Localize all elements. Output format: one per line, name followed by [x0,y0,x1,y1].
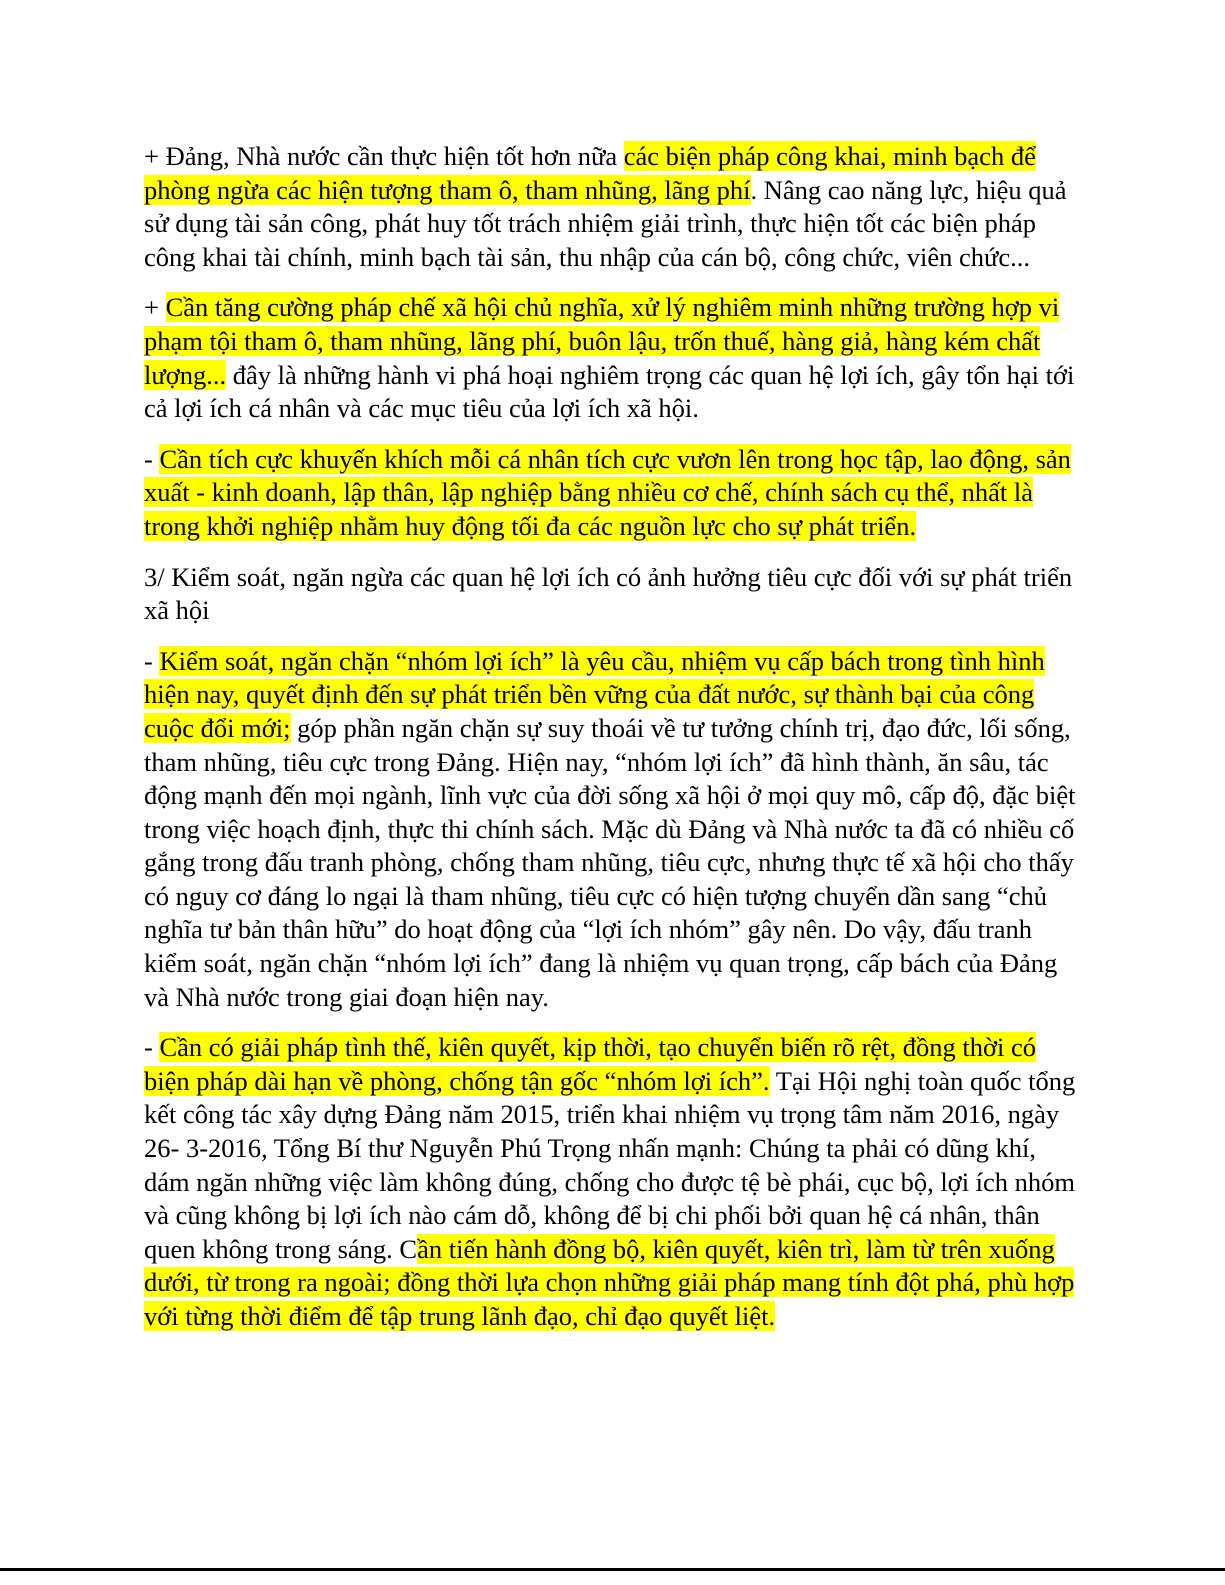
highlighted-segment: các biện pháp công khai, minh bạch để phòng ngừa các hiện tượng tham ô, tham nhũng, lãng phí [144,141,1036,205]
text-segment: - [144,1032,160,1063]
text-segment: góp phần ngăn chặn sự suy thoái về tư tưởng chính trị, đạo đức, lối sống, tham nhũng, tiêu cực trong Đảng. Hiện nay, “nhóm lợi ích” đã hình thành, ăn sâu, tác động mạnh đến mọi ngành, lĩnh vực của đời sống xã hội ở mọi quy mô, cấp độ, đặc biệt trong việc hoạch định, thực thi chính sách. Mặc dù Đảng và Nhà nước ta đã có nhiều cố gắng trong đấu tranh phòng, chống tham nhũng, tiêu cực, nhưng thực tế xã hội cho thấy có nguy cơ đáng lo ngại là tham nhũng, tiêu cực có hiện tượng chuyển dần sang “chủ nghĩa tư bản thân hữu” do hoạt động của “lợi ích nhóm” gây nên. Do vậy, đấu tranh kiểm soát, ngăn chặn “nhóm lợi ích” đang là nhiệm vụ quan trọng, cấp bách của Đảng và Nhà nước trong giai đoạn hiện nay. [144,712,1076,1012]
text-segment: - [144,645,160,676]
highlighted-segment: Cần tích cực khuyến khích mỗi cá nhân tích cực vươn lên trong học tập, lao động, sản xuất - kinh doanh, lập thân, lập nghiệp bằng nhiều cơ chế, chính sách cụ thể, nhất là trong khởi nghiệp nhằm huy động tối đa các nguồn lực cho sự phát triển. [144,443,1071,541]
page-bottom-border [0,1568,1225,1571]
text-segment: 3/ Kiểm soát, ngăn ngừa các quan hệ lợi ích có ảnh hưởng tiêu cực đối với sự phát triển xã hội [144,561,1073,626]
text-segment: + Đảng, Nhà nước cần thực hiện tốt hơn nữa [144,141,624,171]
section-heading [144,561,1084,628]
text-segment: . Nâng cao năng lực, hiệu quả sử dụng tài sản công, phát huy tốt trách nhiệm giải trình, thực hiện tốt các biện pháp công khai tài chính, minh bạch tài sản, thu nhập của cán bộ, công chức, viên chức... [144,174,1067,272]
paragraph-control-interest-groups [144,645,1084,1015]
paragraph-encourage-individuals [144,443,1084,544]
text-segment: + [144,292,166,323]
highlighted-segment: Kiểm soát, ngăn chặn “nhóm lợi ích” là yêu cầu, nhiệm vụ cấp bách trong tình hình hiện nay, quyết định đến sự phát triển bền vững của đất nước, sự thành bại của công cuộc đổi mới; [144,645,1045,743]
document-page [144,140,1084,1351]
text-segment: - [144,443,160,474]
highlighted-segment: Cần tăng cường pháp chế xã hội chủ nghĩa, xử lý nghiêm minh những trường hợp vi phạm tội tham ô, tham nhũng, lãng phí, buôn lậu, trốn thuế, hàng giả, hàng kém chất lượng... [144,292,1060,390]
paragraph-solutions [144,1031,1084,1333]
paragraph-legal-enforcement [144,291,1084,425]
text-segment: Tại Hội nghị toàn quốc tổng kết công tác xây dựng Đảng năm 2015, triển khai nhiệm vụ trọng tâm năm 2016, ngày 26- 3-2016, Tổng Bí thư Nguyễn Phú Trọng nhấn mạnh: Chúng ta phải có dũng khí, dám ngăn những việc làm không đúng, chống cho được tệ bè phái, cục bộ, lợi ích nhóm và cũng không bị lợi ích nào cám dỗ, không để bị chi phối bởi quan hệ cá nhân, thân quen không trong sáng. C [144,1065,1076,1264]
paragraph-transparency [144,140,1084,274]
highlighted-segment: ần tiến hành đồng bộ, kiên quyết, kiên trì, làm từ trên xuống dưới, từ trong ra ngoài; đồng thời lựa chọn những giải pháp mang tính đột phá, phù hợp với từng thời điểm để tập trung lãnh đạo, chỉ đạo quyết liệt. [144,1233,1075,1331]
highlighted-segment: Cần có giải pháp tình thế, kiên quyết, kịp thời, tạo chuyển biến rõ rệt, đồng thời có biện pháp dài hạn về phòng, chống tận gốc “nhóm lợi ích”. [144,1032,1037,1096]
text-segment: đây là những hành vi phá hoại nghiêm trọng các quan hệ lợi ích, gây tổn hại tới cả lợi ích cá nhân và các mục tiêu của lợi ích xã hội. [144,359,1075,424]
